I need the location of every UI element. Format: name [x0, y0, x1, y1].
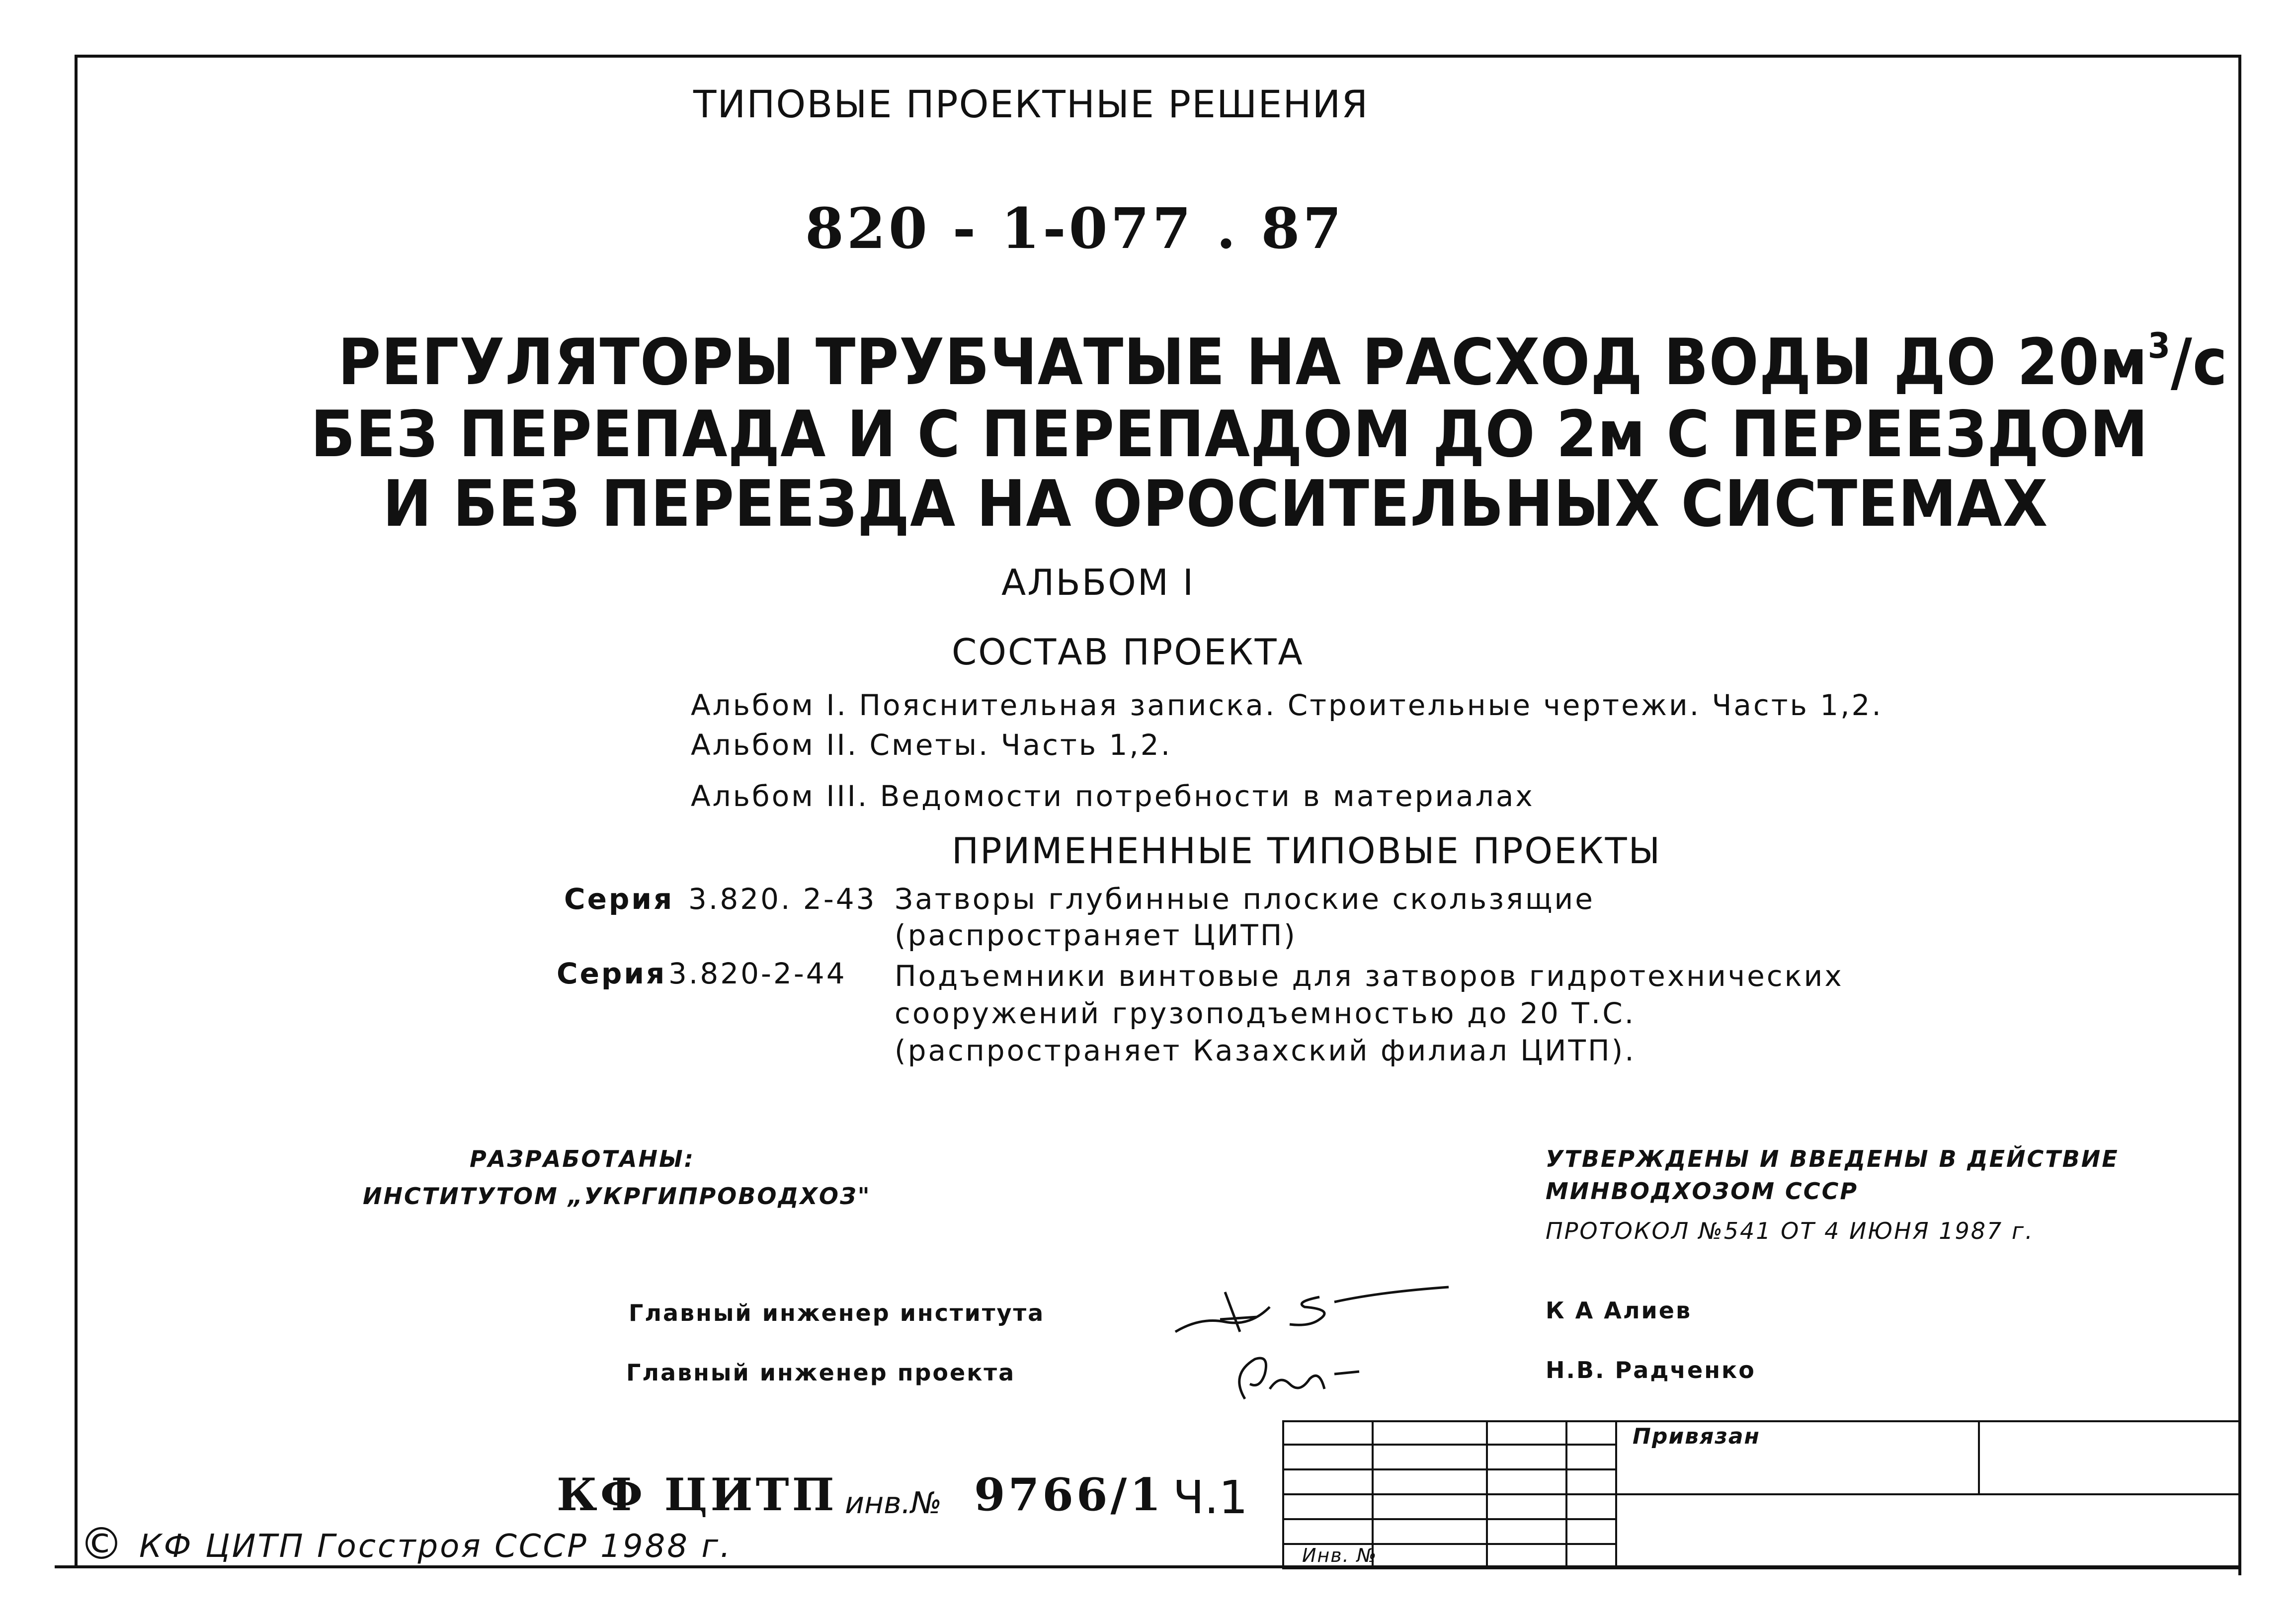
signature-name: К А Алиев	[1546, 1297, 1692, 1324]
applied-heading: ПРИМЕНЕННЫЕ ТИПОВЫЕ ПРОЕКТЫ	[952, 830, 1662, 872]
series-line: (распространяет ЦИТП)	[895, 918, 1297, 952]
series-number: 3.820. 2-43	[688, 882, 877, 916]
footer-inv-number: 9766/1	[974, 1468, 1164, 1521]
signature-role: Главный инженер института	[629, 1299, 1045, 1326]
copyright-symbol: ©	[80, 1518, 123, 1569]
stamp-row	[1282, 1444, 1615, 1446]
series-line: Затворы глубинные плоские скользящие	[895, 882, 1595, 916]
signature-name: Н.В. Радченко	[1546, 1357, 1756, 1383]
composition-item	[691, 688, 1883, 722]
footer-part: Ч.1	[1173, 1471, 1248, 1524]
copyright-text: КФ ЦИТП Госстроя СССР 1988 г.	[139, 1528, 733, 1565]
signature-role: Главный инженер проекта	[626, 1359, 1016, 1386]
project-code: 820 - 1-077 . 87	[805, 196, 1345, 261]
title-superscript: 3	[2147, 325, 2171, 367]
composition-item-label: Альбом III.	[691, 779, 869, 813]
title-line-2: БЕЗ ПЕРЕПАДА И С ПЕРЕПАДОМ ДО 2м С ПЕРЕЕЗДОМ	[311, 398, 2148, 472]
approved-line-2: МИНВОДХОЗОМ СССР	[1546, 1178, 1859, 1205]
stamp-col	[1978, 1420, 1980, 1495]
developed-by: ИНСТИТУТОМ „УКРГИПРОВОДХОЗ"	[363, 1183, 871, 1210]
composition-item-text: Пояснительная записка. Строительные чертежи. Часть 1,2.	[859, 688, 1883, 722]
composition-item-text: Ведомости потребности в материалах	[880, 779, 1535, 813]
series-line: Подъемники винтовые для затворов гидротехнических	[895, 959, 1844, 993]
composition-item	[691, 779, 1535, 813]
approved-line-1: УТВЕРЖДЕНЫ И ВВЕДЕНЫ В ДЕЙСТВИЕ	[1546, 1145, 2119, 1172]
footer-org: КФ ЦИТП	[557, 1468, 837, 1521]
stamp-row	[1282, 1468, 1615, 1470]
title-line-1	[338, 325, 2228, 400]
signature-2-image	[1225, 1344, 1374, 1414]
frame-top	[75, 55, 2241, 58]
approved-line-3: ПРОТОКОЛ №541 ОТ 4 ИЮНЯ 1987 г.	[1546, 1217, 2034, 1244]
series-line: (распространяет Казахский филиал ЦИТП).	[895, 1034, 1636, 1067]
frame-right	[2238, 55, 2241, 1575]
title-line-3: И БЕЗ ПЕРЕЕЗДА НА ОРОСИТЕЛЬНЫХ СИСТЕМАХ	[383, 467, 2049, 541]
stamp-row	[1282, 1493, 2241, 1495]
title-line-1-end: /с	[2170, 325, 2228, 400]
composition-item-text: Сметы. Часть 1,2.	[869, 728, 1172, 762]
series-label: Серия	[557, 957, 667, 990]
stamp-row	[1282, 1518, 1615, 1520]
page-header: ТИПОВЫЕ ПРОЕКТНЫЕ РЕШЕНИЯ	[693, 82, 1369, 126]
footer-inv-label: инв.№	[845, 1486, 942, 1521]
signature-1-image	[1170, 1272, 1459, 1352]
stamp-bound-label: Привязан	[1633, 1424, 1760, 1449]
stamp-inv-label: Инв. №	[1302, 1544, 1378, 1566]
title-line-1-text: РЕГУЛЯТОРЫ ТРУБЧАТЫЕ НА РАСХОД ВОДЫ ДО 20м	[338, 325, 2148, 400]
series-label: Серия	[564, 882, 674, 916]
series-line: сооружений грузоподъемностью до 20 Т.С.	[895, 996, 1636, 1030]
composition-item	[691, 728, 1172, 762]
composition-item-label: Альбом I.	[691, 688, 848, 722]
composition-heading: СОСТАВ ПРОЕКТА	[952, 631, 1304, 673]
composition-item-label: Альбом II.	[691, 728, 859, 762]
frame-left	[75, 55, 78, 1565]
series-number: 3.820-2-44	[668, 957, 847, 990]
developed-label: РАЗРАБОТАНЫ:	[470, 1145, 695, 1172]
album-label: АЛЬБОМ I	[1001, 562, 1195, 603]
